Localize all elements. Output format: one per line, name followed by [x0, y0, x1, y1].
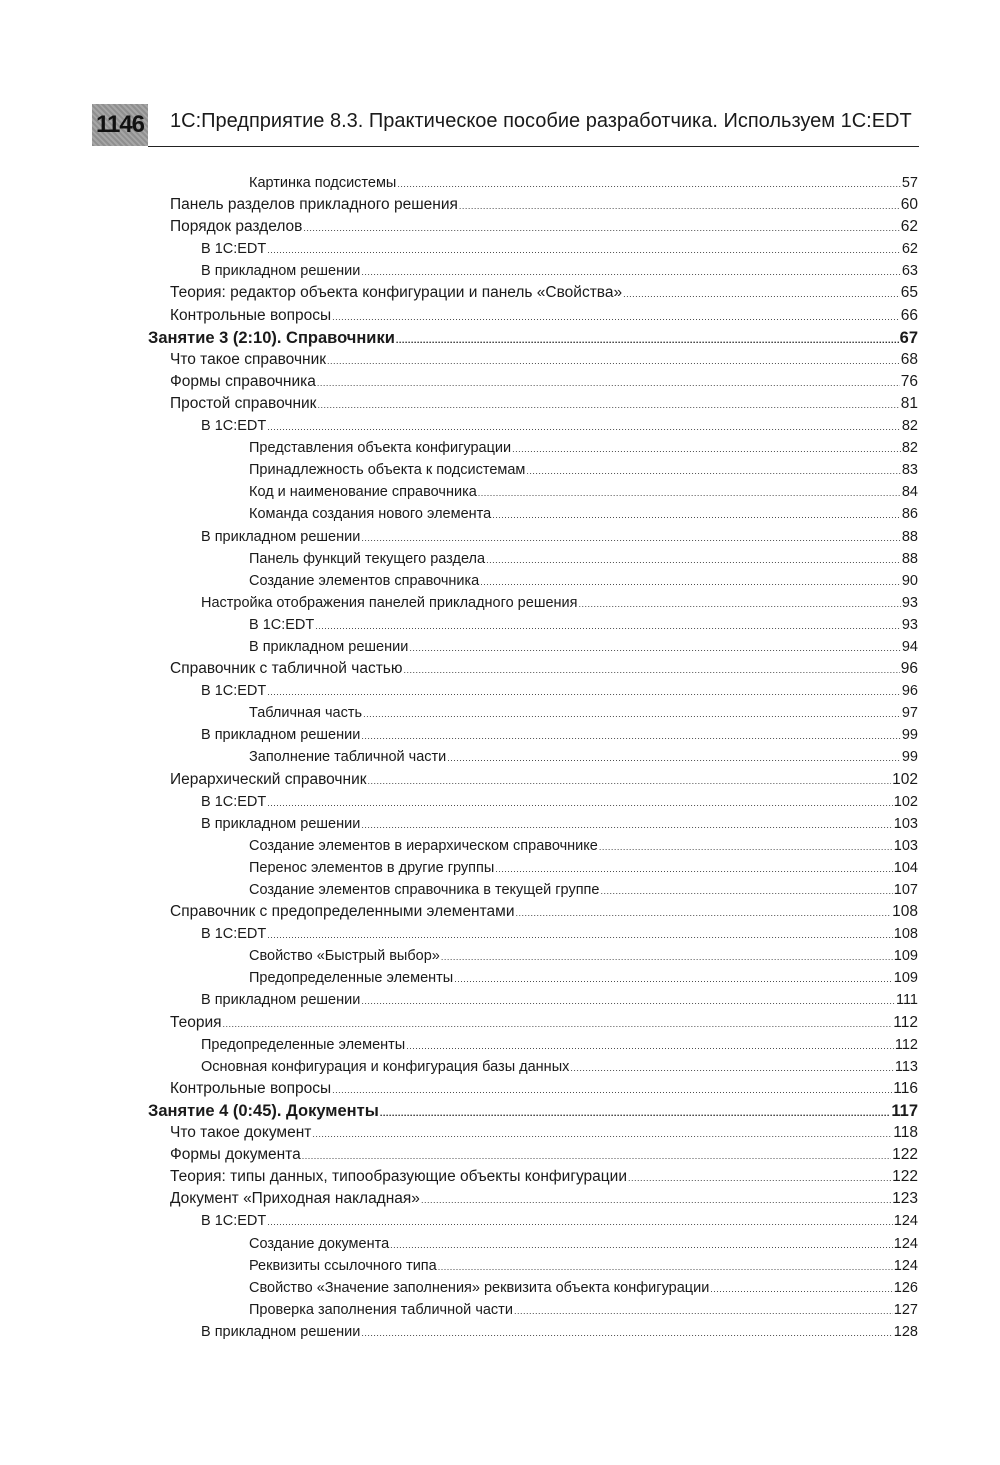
toc-entry-page: 93 — [901, 616, 918, 633]
dot-leader — [599, 836, 893, 858]
toc-entry — [0, 1012, 1000, 1034]
toc-entry — [0, 172, 1000, 194]
toc-entry-title: Что такое документ — [170, 1124, 312, 1142]
dot-leader — [363, 703, 901, 725]
toc-entry-page: 122 — [892, 1168, 918, 1186]
dot-leader — [380, 1102, 891, 1124]
toc-entry-page: 88 — [901, 550, 918, 567]
toc-entry — [0, 1255, 1000, 1277]
toc-entry — [0, 724, 1000, 746]
toc-entry — [0, 835, 1000, 857]
toc-entry-title: В прикладном решении — [201, 815, 361, 832]
toc-entry-page: 84 — [901, 484, 918, 501]
dot-leader — [361, 990, 895, 1012]
toc-entry-page: 76 — [900, 372, 918, 390]
toc-entry-page: 65 — [900, 284, 918, 302]
toc-chapter-entry — [0, 327, 1000, 349]
dot-leader — [267, 239, 901, 261]
toc-entry-title: В 1С:EDT — [249, 616, 315, 633]
toc-entry — [0, 437, 1000, 459]
toc-entry — [0, 592, 1000, 614]
toc-entry-title: Реквизиты ссылочного типа — [249, 1257, 437, 1274]
toc-entry-title: В прикладном решении — [201, 263, 361, 280]
dot-leader — [223, 1013, 893, 1035]
toc-entry — [0, 945, 1000, 967]
toc-entry-title: Простой справочник — [170, 394, 317, 412]
toc-entry-page: 117 — [891, 1101, 918, 1120]
toc-entry-title: Формы справочника — [170, 372, 316, 390]
toc-entry-page: 99 — [901, 749, 918, 766]
toc-entry-page: 62 — [900, 218, 918, 236]
toc-entry-page: 124 — [893, 1235, 918, 1252]
toc-entry-title: Предопределенные элементы — [201, 1036, 406, 1053]
dot-leader — [267, 924, 893, 946]
dot-leader — [315, 615, 901, 637]
toc-entry — [0, 1056, 1000, 1078]
dot-leader — [267, 1211, 893, 1233]
toc-entry — [0, 371, 1000, 393]
toc-entry — [0, 791, 1000, 813]
dot-leader — [492, 504, 901, 526]
toc-entry-page: 66 — [900, 306, 918, 324]
toc-entry-title: Формы документа — [170, 1146, 301, 1164]
toc-entry-page: 109 — [893, 970, 918, 987]
toc-entry — [0, 415, 1000, 437]
toc-entry-title: В 1С:EDT — [201, 241, 267, 258]
toc-entry-page: 81 — [900, 394, 918, 412]
toc-entry — [0, 636, 1000, 658]
dot-leader — [404, 659, 900, 681]
toc-entry-page: 108 — [893, 926, 918, 943]
toc-entry-page: 99 — [901, 727, 918, 744]
toc-entry — [0, 216, 1000, 238]
toc-entry — [0, 503, 1000, 525]
toc-entry-title: Код и наименование справочника — [249, 484, 477, 501]
toc-entry-page: 82 — [901, 418, 918, 435]
toc-entry-page: 97 — [901, 705, 918, 722]
dot-leader — [526, 460, 900, 482]
toc-entry — [0, 1299, 1000, 1321]
dot-leader — [409, 637, 901, 659]
toc-entry-title: В 1С:EDT — [201, 926, 267, 943]
toc-entry-title: Документ «Приходная накладная» — [170, 1190, 420, 1208]
toc-entry-page: 93 — [901, 594, 918, 611]
toc-entry-title: Предопределенные элементы — [249, 970, 454, 987]
dot-leader — [361, 527, 901, 549]
toc-entry-page: 67 — [899, 328, 918, 347]
dot-leader — [327, 350, 900, 372]
toc-entry — [0, 680, 1000, 702]
toc-entry-title: Создание элементов в иерархическом справочнике — [249, 837, 598, 854]
toc-entry-page: 112 — [894, 1036, 918, 1053]
toc-entry-page: 86 — [901, 506, 918, 523]
toc-entry-page: 107 — [893, 882, 918, 898]
dot-leader — [515, 902, 891, 924]
toc-entry-page: 116 — [893, 1079, 918, 1097]
toc-entry-title: Порядок разделов — [170, 218, 303, 236]
toc-entry — [0, 1233, 1000, 1255]
dot-leader — [397, 173, 901, 195]
toc-entry-title: Свойство «Значение заполнения» реквизита объекта конфигурации — [249, 1279, 710, 1296]
dot-leader — [368, 770, 892, 792]
toc-entry — [0, 1144, 1000, 1166]
toc-entry-title: В 1С:EDT — [201, 1213, 267, 1230]
dot-leader — [361, 261, 901, 283]
toc-entry-page: 96 — [901, 683, 918, 700]
toc-entry — [0, 1166, 1000, 1188]
toc-entry-title: Команда создания нового элемента — [249, 506, 492, 523]
toc-entry-title: Справочник с предопределенными элементами — [170, 903, 515, 921]
dot-leader — [570, 1057, 894, 1079]
toc-entry — [0, 989, 1000, 1011]
toc-entry-title: Картинка подсистемы — [249, 175, 397, 191]
toc-entry — [0, 1122, 1000, 1144]
toc-entry-page: 127 — [893, 1301, 918, 1318]
toc-entry-page: 62 — [901, 241, 918, 258]
dot-leader — [447, 747, 901, 769]
toc-entry-title: Создание элементов справочника — [249, 572, 480, 589]
dot-leader — [361, 814, 892, 836]
toc-entry-page: 103 — [893, 815, 918, 832]
toc-entry-title: Табличная часть — [249, 705, 363, 722]
toc-entry-page: 102 — [893, 793, 918, 810]
toc-entry-page: 124 — [893, 1257, 918, 1274]
toc-entry — [0, 305, 1000, 327]
toc-entry-title: Контрольные вопросы — [170, 306, 332, 324]
toc-entry-page: 113 — [894, 1058, 918, 1075]
toc-entry-title: Контрольные вопросы — [170, 1079, 332, 1097]
toc-entry — [0, 349, 1000, 371]
toc-entry-page: 124 — [893, 1213, 918, 1230]
dot-leader — [317, 394, 899, 416]
dot-leader — [600, 880, 892, 902]
toc-entry-page: 118 — [893, 1124, 918, 1142]
dot-leader — [317, 372, 900, 394]
dot-leader — [478, 482, 901, 504]
toc-entry-page: 108 — [892, 903, 918, 921]
toc-entry — [0, 967, 1000, 989]
toc-entry-title: Принадлежность объекта к подсистемам — [249, 462, 526, 479]
dot-leader — [486, 549, 901, 571]
toc-entry — [0, 746, 1000, 768]
toc-entry-page: 57 — [901, 175, 918, 191]
dot-leader — [512, 438, 901, 460]
toc-entry-title: Панель функций текущего раздела — [249, 550, 486, 567]
toc-entry — [0, 260, 1000, 282]
dot-leader — [267, 681, 901, 703]
toc-entry-page: 109 — [893, 948, 918, 965]
toc-entry-title: В 1С:EDT — [201, 793, 267, 810]
toc-entry — [0, 548, 1000, 570]
header-divider — [148, 146, 919, 147]
toc-entry-page: 60 — [900, 196, 918, 214]
toc-entry-title: В прикладном решении — [201, 992, 361, 1009]
toc-entry-title: Настройка отображения панелей прикладного решения — [201, 594, 578, 611]
toc-entry-page: 83 — [901, 462, 918, 479]
dot-leader — [303, 217, 899, 239]
toc-entry-title: Занятие 4 (0:45). Документы — [148, 1101, 379, 1120]
dot-leader — [514, 1300, 893, 1322]
toc-entry — [0, 1034, 1000, 1056]
toc-entry-page: 94 — [901, 638, 918, 655]
dot-leader — [406, 1035, 894, 1057]
dot-leader — [390, 1234, 893, 1256]
toc-entry — [0, 658, 1000, 680]
dot-leader — [438, 1256, 893, 1278]
toc-entry-page: 88 — [901, 528, 918, 545]
dot-leader — [710, 1278, 893, 1300]
toc-entry-title: Основная конфигурация и конфигурация базы данных — [201, 1058, 570, 1075]
dot-leader — [441, 946, 893, 968]
toc-entry-title: Занятие 3 (2:10). Справочники — [148, 328, 395, 347]
dot-leader — [578, 593, 900, 615]
toc-entry-title: Справочник с табличной частью — [170, 660, 403, 678]
toc-entry-page: 68 — [900, 350, 918, 368]
dot-leader — [628, 1167, 891, 1189]
toc-entry — [0, 923, 1000, 945]
toc-entry-title: Что такое справочник — [170, 350, 327, 368]
toc-entry-title: Перенос элементов в другие группы — [249, 859, 495, 876]
toc-entry-page: 128 — [893, 1323, 918, 1340]
dot-leader — [459, 195, 900, 217]
toc-entry — [0, 1078, 1000, 1100]
table-of-contents — [0, 172, 1000, 1343]
toc-entry — [0, 459, 1000, 481]
toc-entry-title: В прикладном решении — [201, 1323, 361, 1340]
toc-entry — [0, 1321, 1000, 1343]
toc-entry — [0, 526, 1000, 548]
toc-entry — [0, 481, 1000, 503]
dot-leader — [454, 968, 893, 990]
toc-entry-title: Создание документа — [249, 1235, 390, 1252]
toc-entry — [0, 857, 1000, 879]
toc-entry-title: Представления объекта конфигурации — [249, 440, 512, 457]
toc-entry — [0, 282, 1000, 304]
toc-entry-page: 111 — [895, 992, 918, 1009]
dot-leader — [332, 306, 900, 328]
toc-entry-title: В прикладном решении — [249, 638, 409, 655]
toc-entry-title: В 1С:EDT — [201, 418, 267, 435]
toc-entry — [0, 194, 1000, 216]
dot-leader — [480, 571, 901, 593]
toc-entry-title: Теория — [170, 1013, 222, 1031]
dot-leader — [495, 858, 893, 880]
dot-leader — [332, 1079, 892, 1101]
toc-entry-title: Панель разделов прикладного решения — [170, 196, 458, 214]
page-number: 1146 — [92, 104, 148, 146]
toc-entry-page: 104 — [893, 859, 918, 876]
toc-entry — [0, 1188, 1000, 1210]
toc-entry-title: В прикладном решении — [201, 528, 361, 545]
toc-entry — [0, 570, 1000, 592]
toc-entry — [0, 614, 1000, 636]
dot-leader — [361, 725, 901, 747]
dot-leader — [623, 283, 900, 305]
toc-entry-page: 103 — [893, 837, 918, 854]
toc-entry-page: 122 — [892, 1146, 918, 1164]
toc-entry-page: 112 — [893, 1013, 918, 1031]
dot-leader — [267, 792, 893, 814]
toc-entry — [0, 813, 1000, 835]
dot-leader — [302, 1145, 891, 1167]
toc-entry — [0, 1277, 1000, 1299]
toc-entry-page: 90 — [901, 572, 918, 589]
dot-leader — [421, 1189, 891, 1211]
toc-entry-title: Заполнение табличной части — [249, 749, 447, 766]
toc-entry-title: Теория: типы данных, типообразующие объекты конфигурации — [170, 1168, 627, 1186]
toc-entry — [0, 769, 1000, 791]
toc-entry — [0, 702, 1000, 724]
toc-entry — [0, 1210, 1000, 1232]
toc-entry-page: 102 — [892, 770, 918, 788]
toc-entry-title: Иерархический справочник — [170, 770, 367, 788]
toc-entry — [0, 393, 1000, 415]
toc-entry-title: Проверка заполнения табличной части — [249, 1301, 513, 1318]
toc-entry-title: Создание элементов справочника в текущей группе — [249, 882, 600, 898]
toc-chapter-entry — [0, 1100, 1000, 1122]
running-title: 1С:Предприятие 8.3. Практическое пособие разработчика. Используем 1С:EDT — [170, 110, 912, 132]
toc-entry-title: Теория: редактор объекта конфигурации и панель «Свойства» — [170, 284, 623, 302]
toc-entry — [0, 901, 1000, 923]
dot-leader — [396, 329, 899, 351]
dot-leader — [312, 1123, 892, 1145]
toc-entry-page: 96 — [900, 660, 918, 678]
toc-entry-page: 126 — [893, 1279, 918, 1296]
toc-entry — [0, 238, 1000, 260]
dot-leader — [267, 416, 901, 438]
toc-entry-page: 123 — [892, 1190, 918, 1208]
toc-entry-title: В 1С:EDT — [201, 683, 267, 700]
toc-entry-title: Свойство «Быстрый выбор» — [249, 948, 440, 965]
toc-entry-page: 82 — [901, 440, 918, 457]
dot-leader — [361, 1322, 892, 1344]
toc-entry-page: 63 — [901, 263, 918, 280]
toc-entry — [0, 879, 1000, 901]
toc-entry-title: В прикладном решении — [201, 727, 361, 744]
